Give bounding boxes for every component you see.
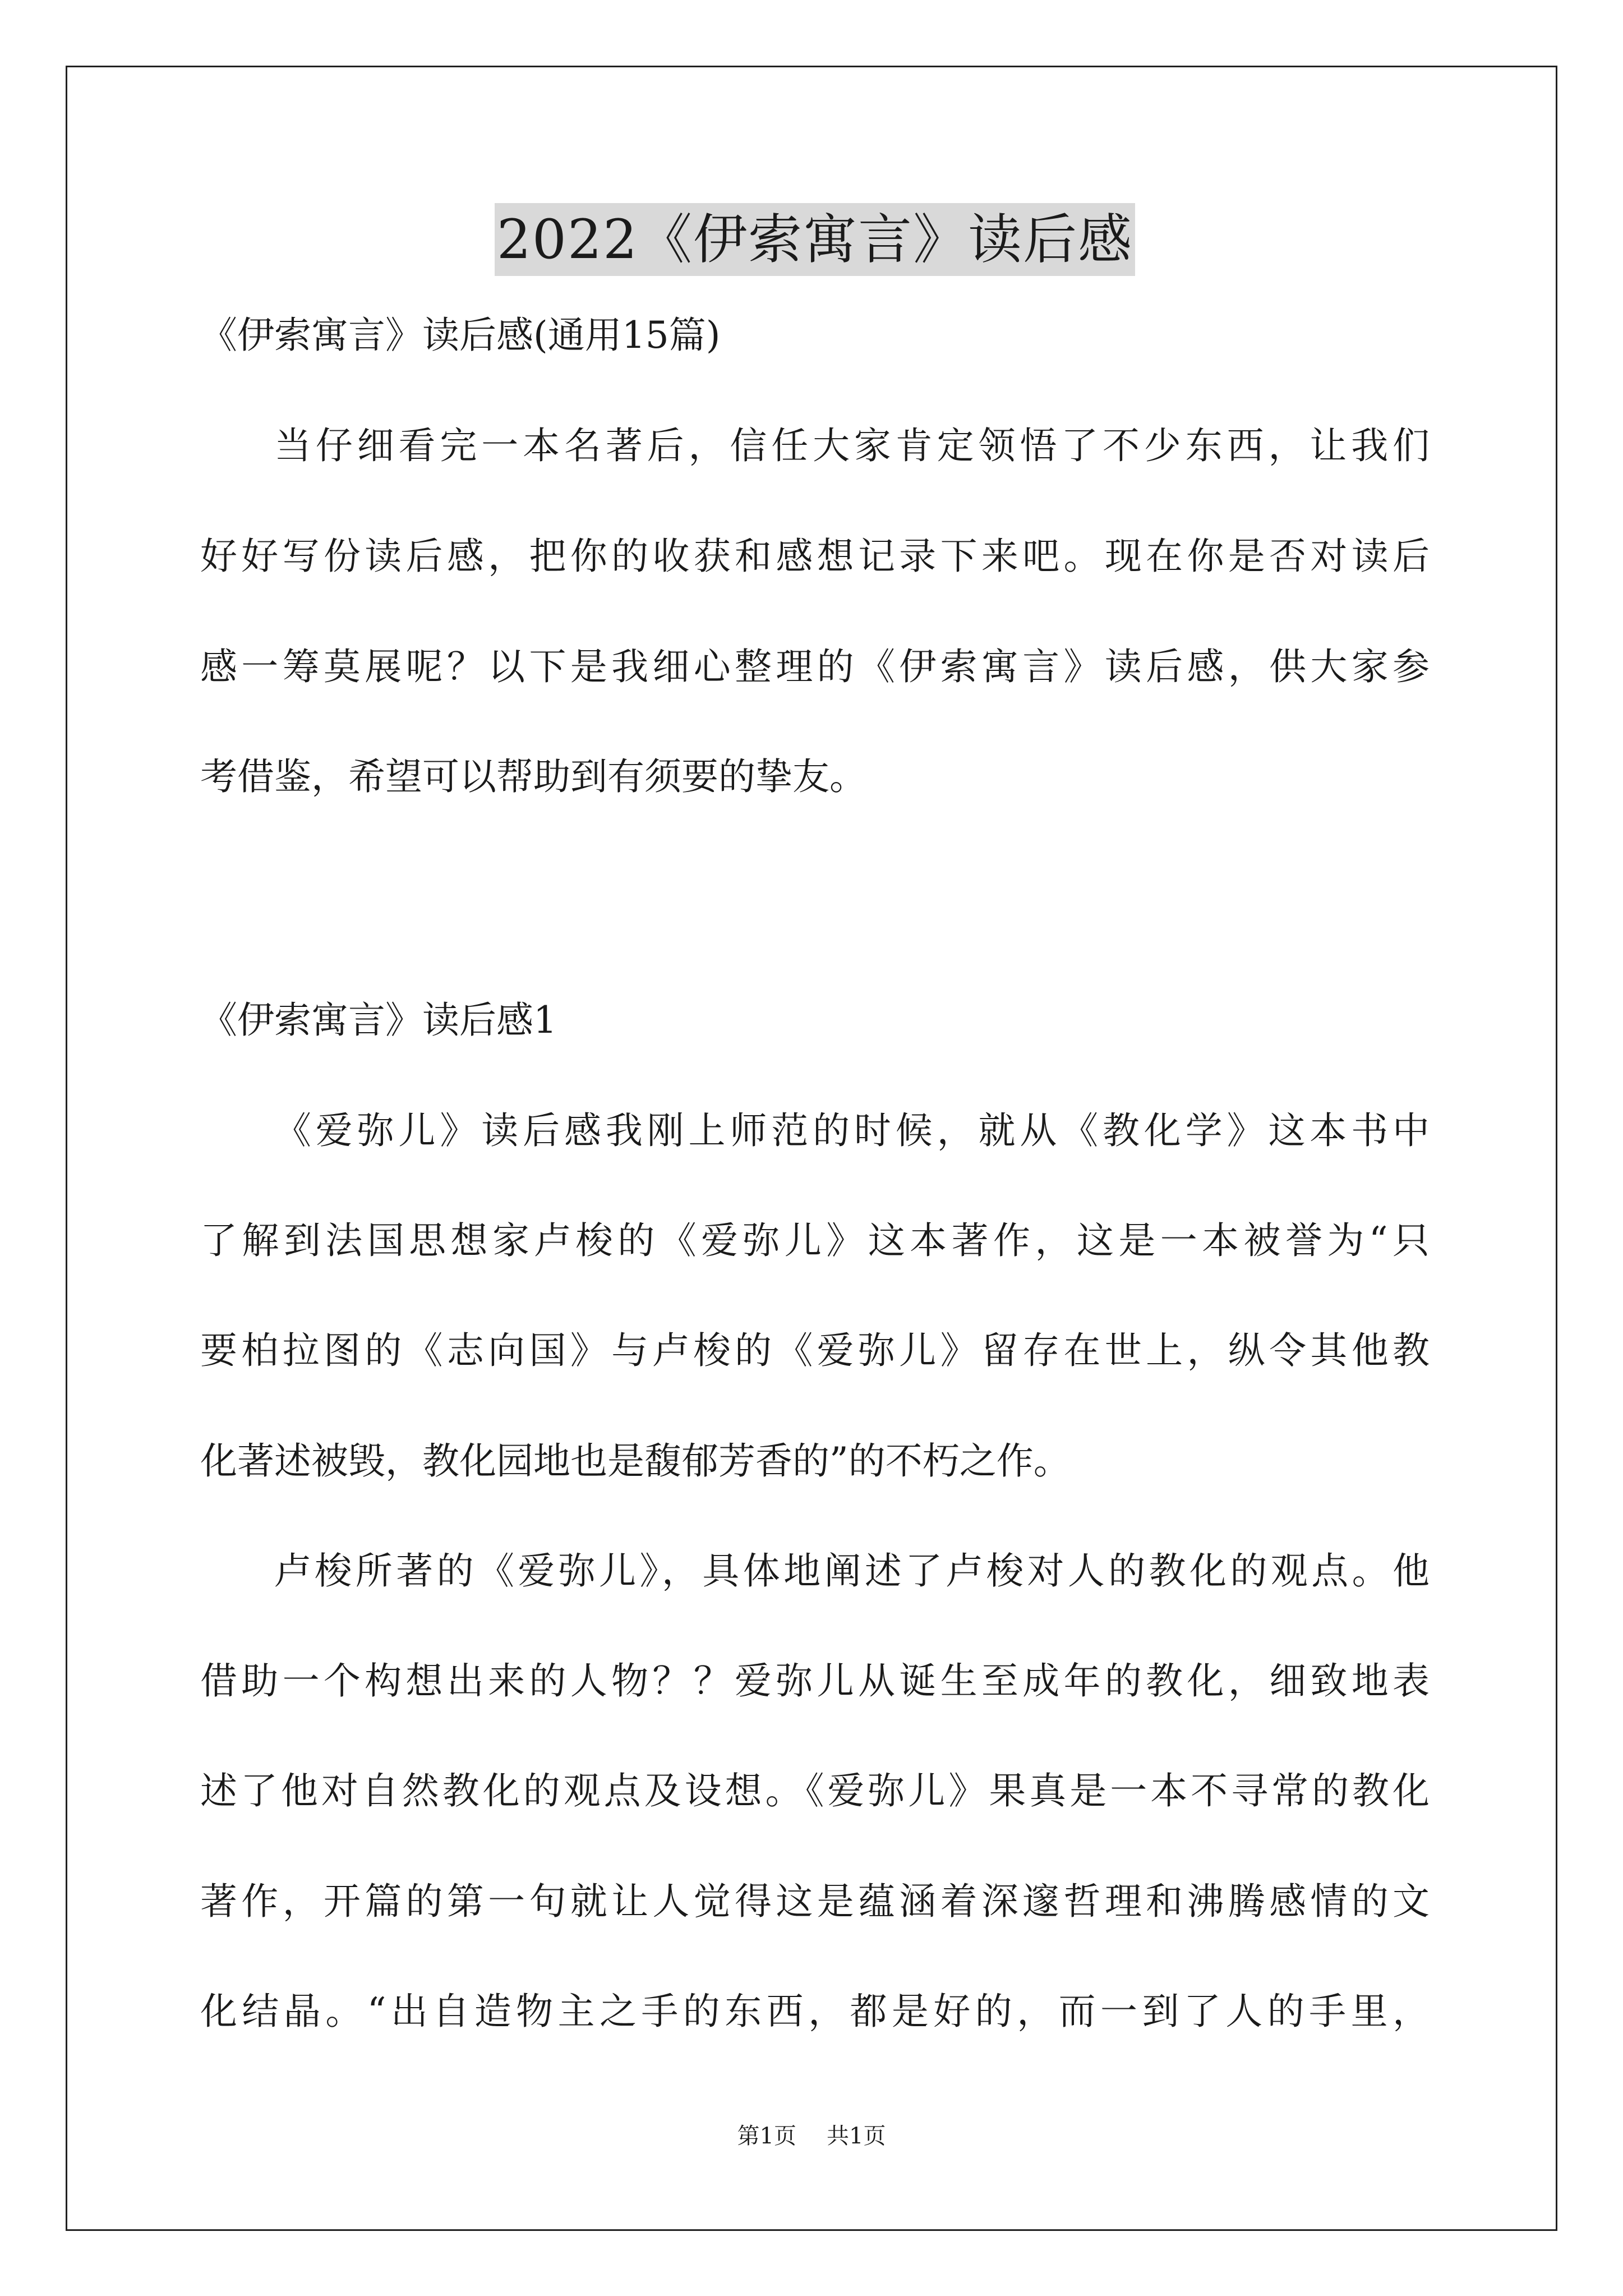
intro-line-4: 考借鉴，希望可以帮助到有须要的挚友。 [200,755,866,798]
title-container [200,203,1430,276]
para2-line-1: 卢梭所著的《爱弥儿》，具体地阐述了卢梭对人的教化的观点。他 [274,1549,1430,1593]
document-subtitle: 《伊索寓言》读后感(通用15篇) [200,314,721,357]
intro-line-3: 感一筹莫展呢？以下是我细心整理的《伊索寓言》读后感，供大家参 [200,645,1430,688]
page-number: 第1页 [737,2123,796,2149]
para1-line-3: 要柏拉图的《志向国》与卢梭的《爱弥儿》留存在世上，纵令其他教 [200,1329,1430,1372]
para1-line-2: 了解到法国思想家卢梭的《爱弥儿》这本著作，这是一本被誉为“只 [200,1219,1430,1262]
para2-line-3: 述了他对自然教化的观点及设想。《爱弥儿》果真是一本不寻常的教化 [200,1769,1430,1812]
page-footer [0,2122,1623,2150]
intro-line-2: 好好写份读后感，把你的收获和感想记录下来吧。现在你是否对读后 [200,535,1430,578]
para2-line-4: 著作，开篇的第一句就让人觉得这是蕴涵着深邃哲理和沸腾感情的文 [200,1880,1430,1923]
para2-line-2: 借助一个构想出来的人物？？爱弥儿从诞生至成年的教化，细致地表 [200,1659,1430,1703]
section-heading: 《伊索寓言》读后感1 [200,999,557,1042]
page-total: 共1页 [827,2123,886,2149]
para1-line-1: 《爱弥儿》读后感我刚上师范的时候，就从《教化学》这本书中 [274,1109,1430,1152]
document-title: 2022《伊索寓言》读后感 [495,203,1135,276]
para2-line-5: 化结晶。“出自造物主之手的东西，都是好的，而一到了人的手里， [200,1990,1430,2033]
para1-line-4: 化著述被毁，教化园地也是馥郁芳香的”的不朽之作。 [200,1439,1071,1483]
intro-line-1: 当仔细看完一本名著后，信任大家肯定领悟了不少东西，让我们 [274,424,1430,467]
